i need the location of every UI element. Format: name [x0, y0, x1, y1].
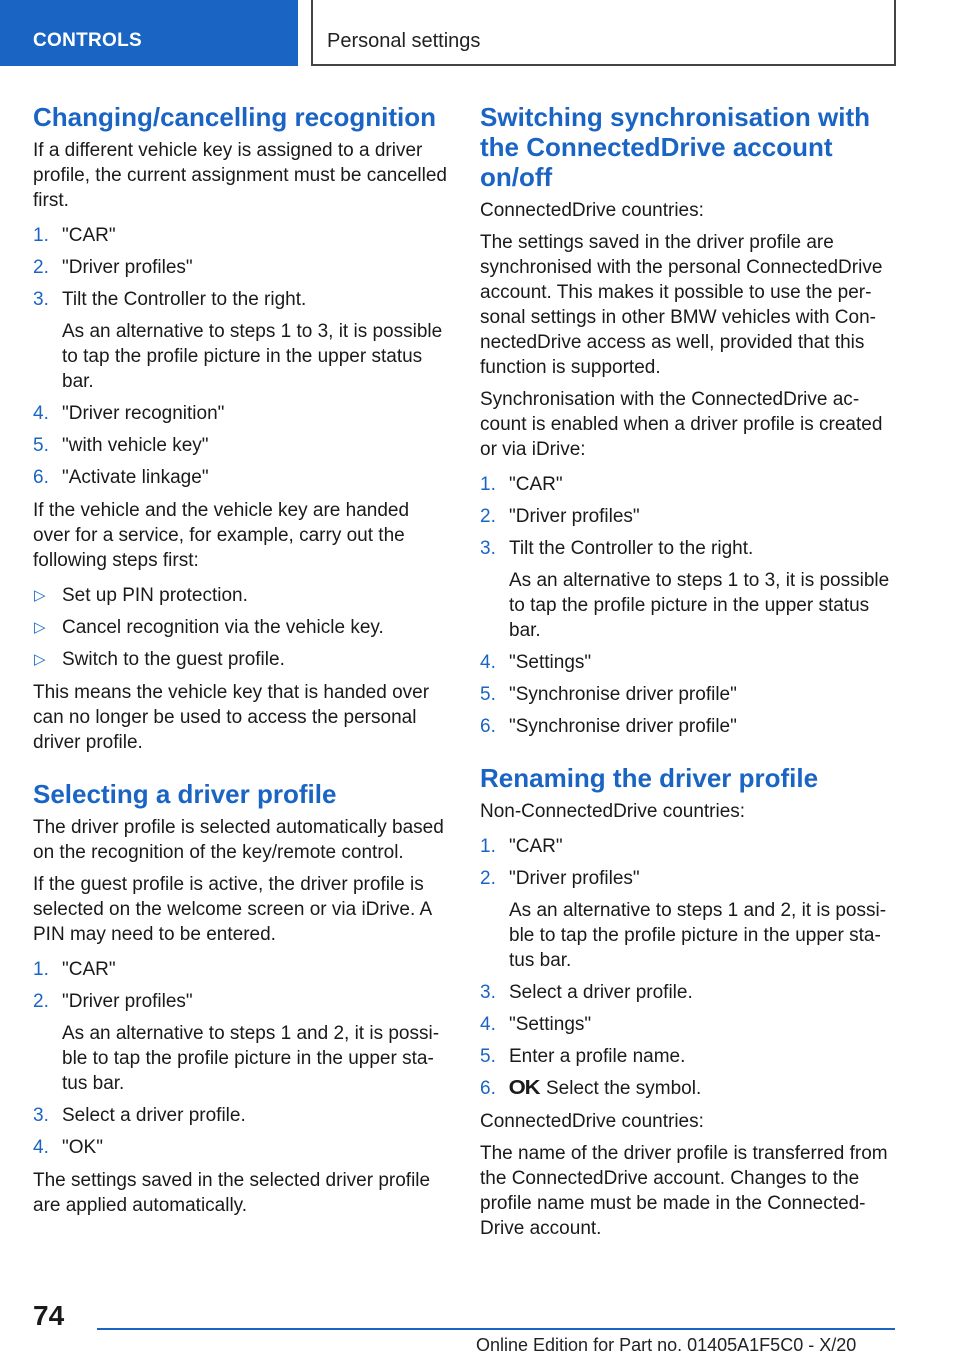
step-note: As an alternative to steps 1 to 3, it is possible to tap the profile picture in the upper status bar. [509, 570, 890, 641]
step-note: As an alternative to steps 1 to 3, it is possible to tap the profile picture in the upper status bar. [62, 321, 443, 392]
footer-divider [97, 1328, 895, 1330]
steps-list [33, 223, 451, 490]
step-number: 1. [33, 225, 49, 246]
triangle-bullet-icon: ▷ [34, 651, 46, 668]
step-text: "Synchronise driver profile" [509, 684, 737, 705]
step-number: 4. [480, 1014, 496, 1035]
section-heading-synchronisation: Switching synchronisation with the ConnectedDrive account on/off [480, 102, 871, 192]
step-note: As an alternative to steps 1 and 2, it is possible to tap the profile picture in the upper status bar. [62, 1023, 440, 1094]
section-heading-changing-recognition: Changing/cancelling recognition [33, 102, 437, 132]
step-text: "Synchronise driver profile" [509, 716, 737, 737]
step-item [33, 401, 451, 426]
step-item [480, 1012, 894, 1037]
steps-list [33, 957, 451, 1160]
page-number: 74 [33, 1300, 65, 1331]
step-item [480, 714, 894, 739]
step-text: "with vehicle key" [62, 435, 209, 456]
edition-note: Online Edition for Part no. 01405A1F5C0 - X/20 [476, 1335, 857, 1355]
step-number: 3. [480, 982, 496, 1003]
step-text: "Driver recognition" [62, 403, 225, 424]
step-item [480, 536, 894, 643]
step-item [480, 682, 894, 707]
step-number: 2. [480, 506, 496, 527]
step-item [33, 989, 451, 1096]
step-number: 6. [480, 1078, 496, 1099]
step-number: 6. [33, 467, 49, 488]
paragraph: This means the vehicle key that is handed over can no longer be used to access the personal driver profile. [33, 682, 430, 753]
step-item [480, 1076, 894, 1101]
bullet-item [33, 615, 451, 640]
paragraph: If the vehicle and the vehicle key are handed over for a service, for example, carry out the following steps first: [33, 500, 410, 571]
paragraph: ConnectedDrive countries: [480, 1111, 704, 1132]
page-header [0, 0, 960, 66]
paragraph: The name of the driver profile is transferred from the ConnectedDrive account. Changes to the profile name must be made in the ConnectedDrive account. [480, 1143, 888, 1239]
step-text: Switch to the guest profile. [62, 649, 285, 670]
triangle-bullet-icon: ▷ [34, 587, 46, 604]
paragraph: Non-ConnectedDrive countries: [480, 801, 746, 822]
step-number: 3. [33, 289, 49, 310]
step-text: "Settings" [509, 1014, 592, 1035]
step-item [33, 287, 451, 394]
step-text: Cancel recognition via the vehicle key. [62, 617, 384, 638]
paragraph: If a different vehicle key is assigned to a driver profile, the current assignment must be cancelled first. [33, 140, 447, 211]
step-number: 5. [33, 435, 49, 456]
section-tab: CONTROLS [0, 0, 298, 66]
paragraph: The settings saved in the driver profile are synchronised with the personal ConnectedDrive account. This makes it possible to use the personal settings in other BMW vehicles with ConnectedDrive access as well, provided that this function is supported. [480, 232, 883, 378]
step-number: 3. [33, 1105, 49, 1126]
step-item [480, 866, 894, 973]
step-note: As an alternative to steps 1 and 2, it is possible to tap the profile picture in the upper status bar. [509, 900, 887, 971]
step-text: "CAR" [509, 836, 563, 857]
paragraph: Synchronisation with the ConnectedDrive account is enabled when a driver profile is created or via iDrive: [480, 389, 883, 460]
step-text: "Driver profiles" [509, 506, 640, 527]
step-number: 2. [33, 257, 49, 278]
step-text: Select a driver profile. [62, 1105, 246, 1126]
bullet-item [33, 583, 451, 608]
topic-tab: Personal settings [311, 0, 896, 66]
paragraph: The settings saved in the selected driver profile are applied automatically. [33, 1170, 431, 1216]
step-number: 4. [480, 652, 496, 673]
step-item [33, 1103, 451, 1128]
step-item [33, 957, 451, 982]
step-item [33, 1135, 451, 1160]
section-heading-selecting-profile: Selecting a driver profile [33, 779, 337, 809]
step-item [33, 255, 451, 280]
step-text: OK Select the symbol. [508, 1077, 702, 1099]
step-number: 5. [480, 684, 496, 705]
step-item [480, 472, 894, 497]
step-number: 2. [480, 868, 496, 889]
step-text: "Driver profiles" [509, 868, 640, 889]
bullet-list [33, 583, 451, 672]
right-column [480, 102, 894, 1248]
step-text: "CAR" [509, 474, 563, 495]
ok-symbol-icon: OK [508, 1077, 540, 1099]
step-text: "Settings" [509, 652, 592, 673]
step-item [480, 980, 894, 1005]
step-item [480, 834, 894, 859]
step-number: 6. [480, 716, 496, 737]
step-item [33, 465, 451, 490]
section-heading-renaming-profile: Renaming the driver profile [480, 763, 819, 793]
step-number: 4. [33, 403, 49, 424]
step-text: "Driver profiles" [62, 257, 193, 278]
step-number: 1. [480, 836, 496, 857]
step-item [33, 223, 451, 248]
step-text: Set up PIN protection. [62, 585, 248, 606]
bullet-item [33, 647, 451, 672]
step-text: "Driver profiles" [62, 991, 193, 1012]
step-item [33, 433, 451, 458]
step-number: 1. [480, 474, 496, 495]
step-text: "CAR" [62, 225, 116, 246]
steps-list [480, 472, 894, 739]
step-item [480, 1044, 894, 1069]
step-text: "OK" [62, 1137, 103, 1158]
paragraph: ConnectedDrive countries: [480, 200, 704, 221]
step-item [480, 650, 894, 675]
step-text: Tilt the Controller to the right. [62, 289, 307, 310]
step-number: 1. [33, 959, 49, 980]
paragraph: If the guest profile is active, the driver profile is selected on the welcome screen or via iDrive. A PIN may need to be entered. [33, 874, 432, 945]
step-text: Select a driver profile. [509, 982, 693, 1003]
step-item [480, 504, 894, 529]
steps-list [480, 834, 894, 1101]
triangle-bullet-icon: ▷ [34, 619, 46, 636]
step-number: 5. [480, 1046, 496, 1067]
step-number: 3. [480, 538, 496, 559]
paragraph: The driver profile is selected automatically based on the recognition of the key/remote control. [33, 817, 444, 863]
step-number: 4. [33, 1137, 49, 1158]
left-column [33, 102, 451, 1225]
step-number: 2. [33, 991, 49, 1012]
step-text: Tilt the Controller to the right. [509, 538, 754, 559]
step-text: Enter a profile name. [509, 1046, 686, 1067]
step-text: "CAR" [62, 959, 116, 980]
step-text: "Activate linkage" [62, 467, 209, 488]
